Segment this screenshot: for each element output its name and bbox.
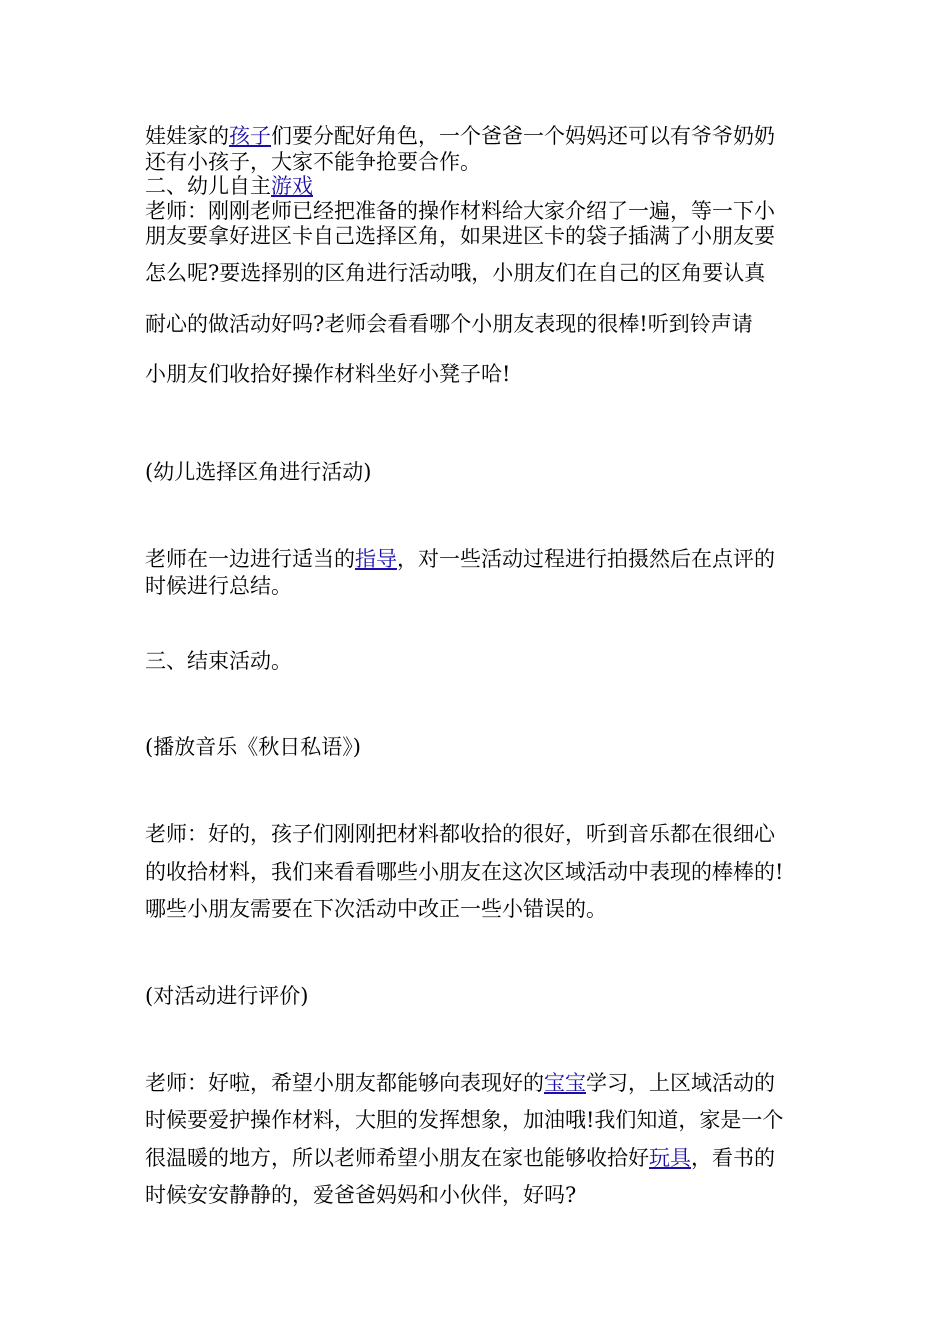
text-line <box>145 1073 775 1094</box>
text-run: (幼儿选择区角进行活动) <box>145 460 372 484</box>
section-heading <box>145 651 292 672</box>
text-line <box>145 1185 576 1206</box>
text-run: 还有小孩子，大家不能争抢要合作。 <box>145 150 481 174</box>
text-run: 娃娃家的 <box>145 124 229 148</box>
link-zhidao[interactable]: 指导 <box>355 547 397 571</box>
text-run: 学习，上区域活动的 <box>586 1071 775 1095</box>
text-line <box>145 364 510 385</box>
text-line <box>145 549 775 570</box>
text-run: 的收拾材料，我们来看看哪些小朋友在这次区域活动中表现的棒棒的! <box>145 860 784 884</box>
text-run: 哪些小朋友需要在下次活动中改正一些小错误的。 <box>145 897 607 921</box>
text-run: 三、结束活动。 <box>145 649 292 673</box>
text-line <box>145 862 783 883</box>
text-line <box>145 226 775 247</box>
text-run: 时候进行总结。 <box>145 574 292 598</box>
text-run: 老师：好的，孩子们刚刚把材料都收拾的很好，听到音乐都在很细心 <box>145 822 775 846</box>
text-run: 小朋友们收拾好操作材料坐好小凳子哈! <box>145 362 511 386</box>
text-line <box>145 152 481 173</box>
section-heading <box>145 176 313 197</box>
text-line <box>145 899 607 920</box>
text-run: 老师：好啦，希望小朋友都能够向表现好的 <box>145 1071 544 1095</box>
text-run: 时候安安静静的，爱爸爸妈妈和小伙伴，好吗? <box>145 1183 577 1207</box>
text-line <box>145 462 371 483</box>
text-run: (播放音乐《秋日私语》) <box>145 735 361 759</box>
text-line <box>145 126 775 147</box>
text-run: 二、幼儿自主 <box>145 174 271 198</box>
text-run: 朋友要拿好进区卡自己选择区角，如果进区卡的袋子插满了小朋友要 <box>145 224 775 248</box>
text-run: ，看书的 <box>691 1146 775 1170</box>
text-run: 耐心的做活动好吗?老师会看看哪个小朋友表现的很棒!听到铃声请 <box>145 312 753 336</box>
link-youxi[interactable]: 游戏 <box>271 174 313 198</box>
text-line <box>145 263 765 284</box>
text-run: (对活动进行评价) <box>145 984 309 1008</box>
text-line <box>145 1148 775 1169</box>
link-baobao[interactable]: 宝宝 <box>544 1071 586 1095</box>
text-run: 老师：刚刚老师已经把准备的操作材料给大家介绍了一遍，等一下小 <box>145 199 775 223</box>
text-line <box>145 314 753 335</box>
text-run: 很温暖的地方，所以老师希望小朋友在家也能够收拾好 <box>145 1146 649 1170</box>
text-line <box>145 201 775 222</box>
text-run: 时候要爱护操作材料，大胆的发挥想象，加油哦!我们知道，家是一个 <box>145 1108 784 1132</box>
text-run: 老师在一边进行适当的 <box>145 547 355 571</box>
link-haizi[interactable]: 孩子 <box>229 124 271 148</box>
text-line <box>145 737 361 758</box>
text-line <box>145 986 308 1007</box>
text-line <box>145 824 775 845</box>
text-run: ，对一些活动过程进行拍摄然后在点评的 <box>397 547 775 571</box>
text-line <box>145 576 292 597</box>
link-wanju[interactable]: 玩具 <box>649 1146 691 1170</box>
text-line <box>145 1110 783 1131</box>
text-run: 们要分配好角色，一个爸爸一个妈妈还可以有爷爷奶奶 <box>271 124 775 148</box>
text-run: 怎么呢?要选择别的区角进行活动哦，小朋友们在自己的区角要认真 <box>145 261 766 285</box>
